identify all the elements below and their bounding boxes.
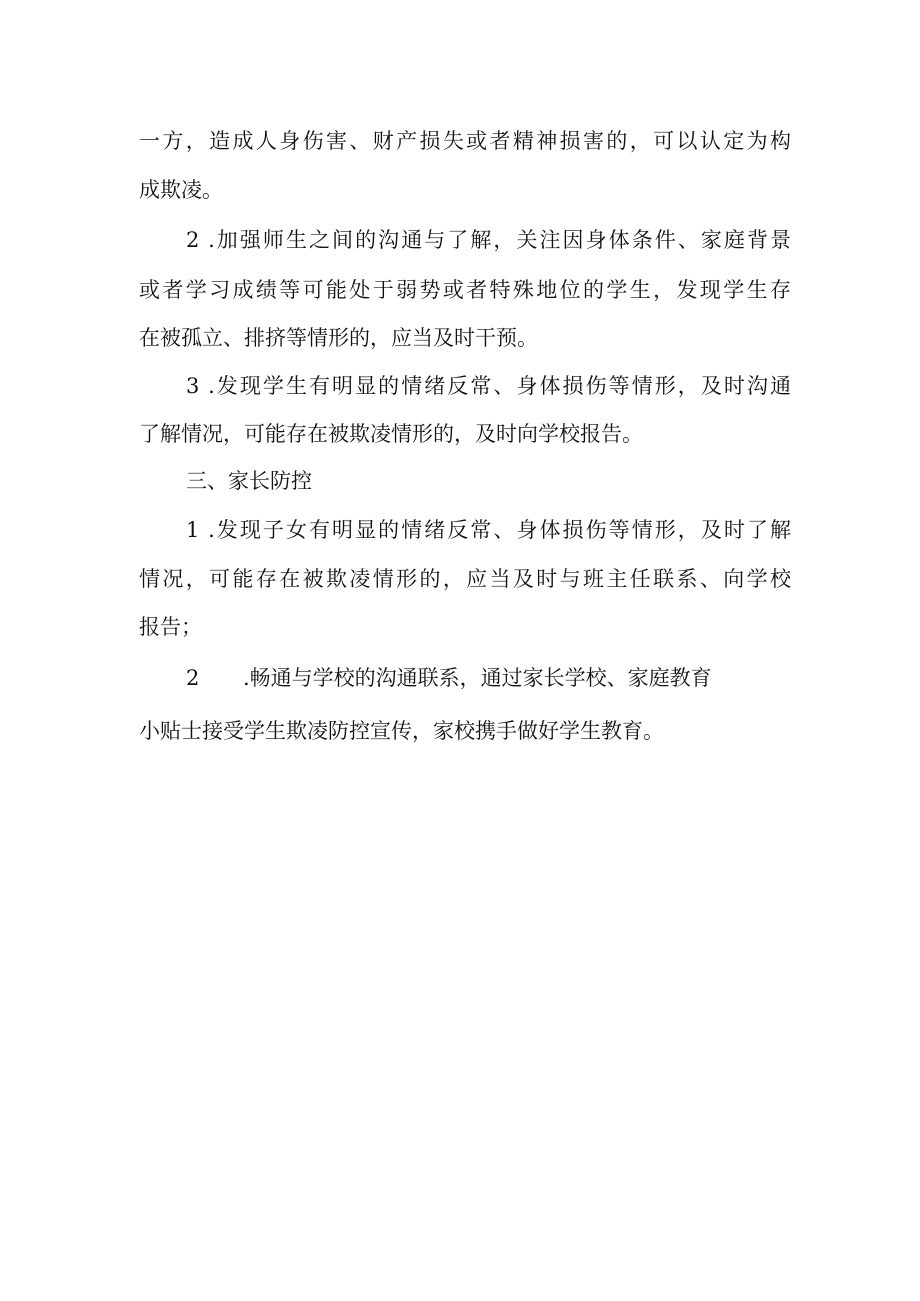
paragraph-line: 一方，造成人身伤害、财产损失或者精神损害的，可以认定为构 xyxy=(139,129,791,153)
list-item-number: 2 xyxy=(186,666,200,690)
list-item-line: 1 .发现子女有明显的情绪反常、身体损伤等情形，及时了解 xyxy=(186,518,791,542)
paragraph-line: 了解情况，可能存在被欺凌情形的，及时向学校报告。 xyxy=(139,422,643,446)
paragraph-line: 成欺凌。 xyxy=(139,178,223,202)
paragraph-line: 小贴士接受学生欺凌防控宣传，家校携手做好学生教育。 xyxy=(139,719,664,743)
section-heading: 三、家长防控 xyxy=(186,469,312,493)
list-item-line: 3 .发现学生有明显的情绪反常、身体损伤等情形，及时沟通 xyxy=(186,374,791,398)
list-item-line: 2 .加强师生之间的沟通与了解，关注因身体条件、家庭背景 xyxy=(186,228,791,252)
list-item-line: .畅通与学校的沟通联系，通过家长学校、家庭教育 xyxy=(243,666,712,690)
paragraph-line: 报告； xyxy=(139,615,202,639)
paragraph-line: 情况，可能存在被欺凌情形的，应当及时与班主任联系、向学校 xyxy=(139,567,791,591)
paragraph-line: 在被孤立、排挤等情形的，应当及时干预。 xyxy=(139,326,538,350)
paragraph-line: 或者学习成绩等可能处于弱势或者特殊地位的学生，发现学生存 xyxy=(139,278,791,302)
